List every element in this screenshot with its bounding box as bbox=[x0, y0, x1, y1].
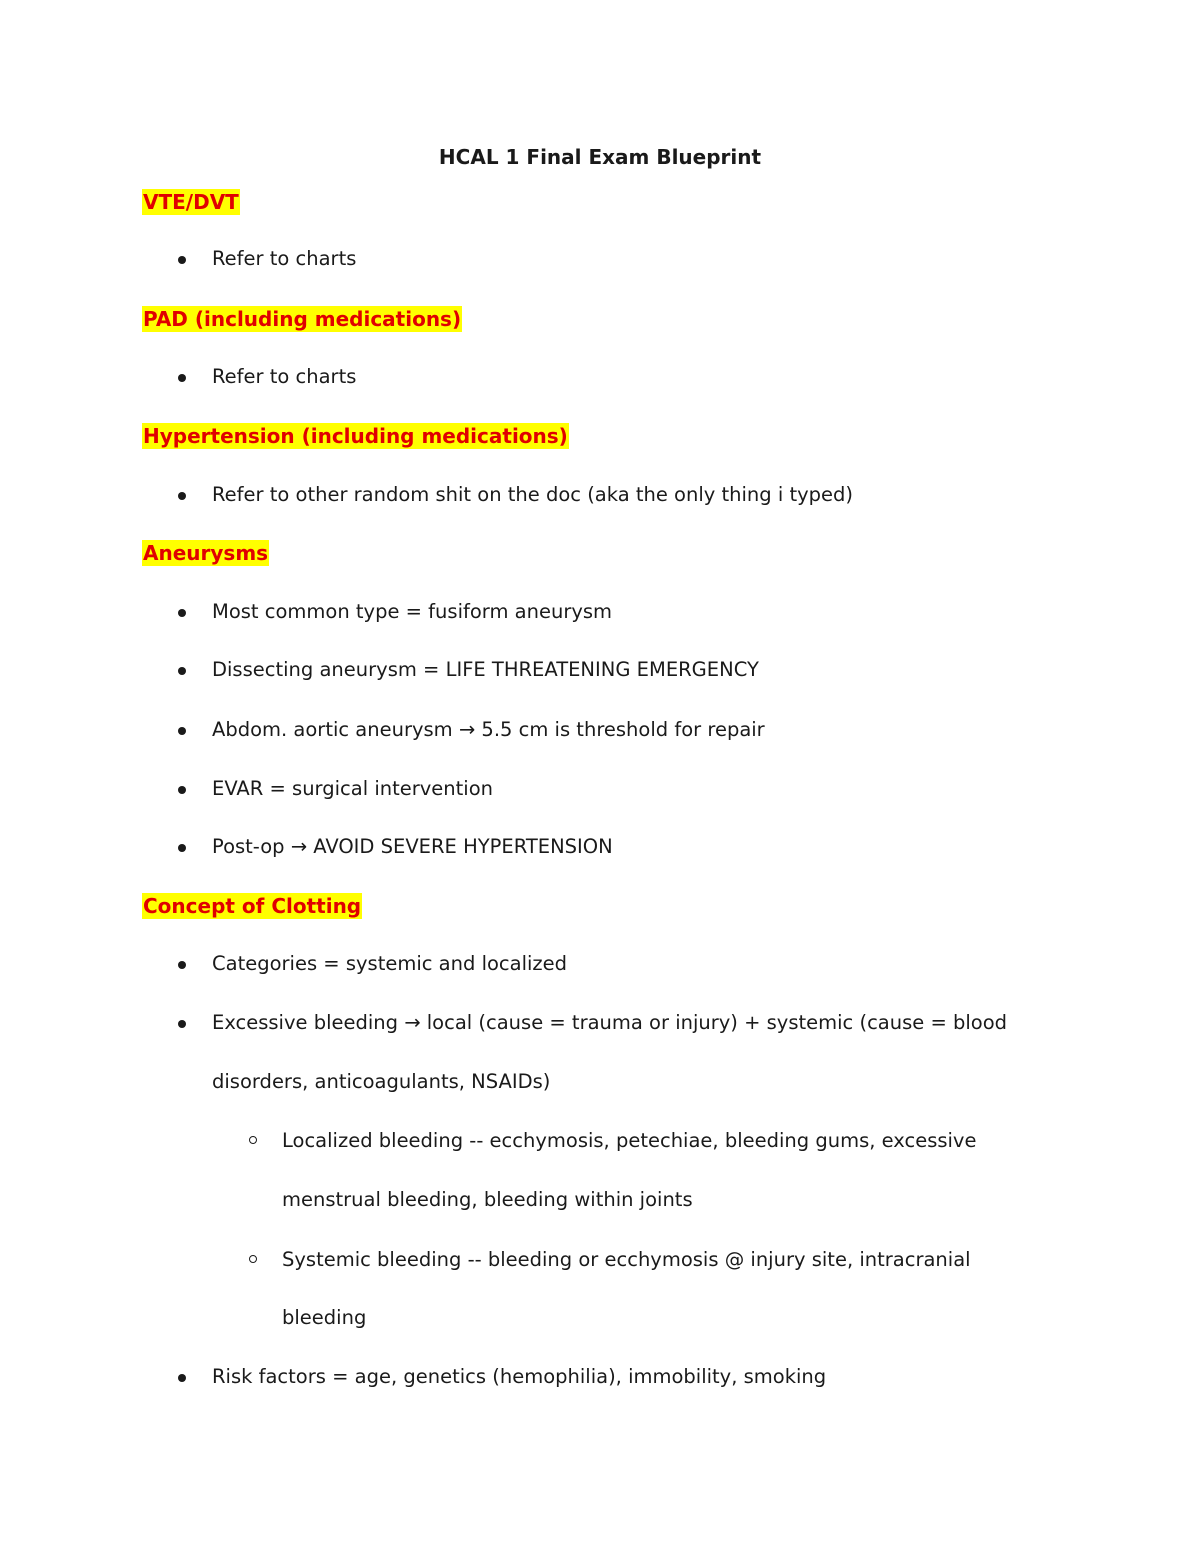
list-item: Post-op → AVOID SEVERE HYPERTENSION bbox=[212, 835, 613, 858]
document-title: HCAL 1 Final Exam Blueprint bbox=[438, 145, 762, 169]
section-heading-pad: PAD (including medications) bbox=[143, 307, 462, 331]
section-heading-hypertension: Hypertension (including medications) bbox=[143, 424, 568, 448]
list-item: Dissecting aneurysm = LIFE THREATENING EMERGENCY bbox=[212, 658, 759, 681]
section-heading-aneurysms: Aneurysms bbox=[143, 541, 269, 565]
bullet-icon bbox=[178, 609, 186, 617]
bullet-icon bbox=[178, 256, 186, 264]
list-item: Excessive bleeding → local (cause = trauma or injury) + systemic (cause = blood bbox=[212, 1011, 1008, 1034]
list-item: Risk factors = age, genetics (hemophilia), immobility, smoking bbox=[212, 1365, 827, 1388]
bullet-icon bbox=[178, 727, 186, 735]
list-item: Refer to charts bbox=[212, 365, 357, 388]
bullet-icon bbox=[178, 374, 186, 382]
sub-list-item-continuation: menstrual bleeding, bleeding within joints bbox=[282, 1188, 693, 1211]
sub-bullet-icon bbox=[249, 1136, 257, 1144]
bullet-icon bbox=[178, 961, 186, 969]
sub-list-item: Localized bleeding -- ecchymosis, petechiae, bleeding gums, excessive bbox=[282, 1129, 977, 1152]
list-item: Refer to charts bbox=[212, 247, 357, 270]
bullet-icon bbox=[178, 786, 186, 794]
bullet-icon bbox=[178, 492, 186, 500]
section-heading-vte-dvt: VTE/DVT bbox=[143, 190, 239, 214]
list-item-continuation: disorders, anticoagulants, NSAIDs) bbox=[212, 1070, 551, 1093]
bullet-icon bbox=[178, 1374, 186, 1382]
bullet-icon bbox=[178, 1020, 186, 1028]
list-item: Categories = systemic and localized bbox=[212, 952, 568, 975]
bullet-icon bbox=[178, 667, 186, 675]
list-item: EVAR = surgical intervention bbox=[212, 777, 493, 800]
section-heading-concept-of-clotting: Concept of Clotting bbox=[143, 894, 362, 918]
bullet-icon bbox=[178, 844, 186, 852]
sub-bullet-icon bbox=[249, 1255, 257, 1263]
list-item: Refer to other random shit on the doc (aka the only thing i typed) bbox=[212, 483, 854, 506]
sub-list-item-continuation: bleeding bbox=[282, 1306, 367, 1329]
list-item: Abdom. aortic aneurysm → 5.5 cm is threshold for repair bbox=[212, 718, 765, 741]
list-item: Most common type = fusiform aneurysm bbox=[212, 600, 613, 623]
sub-list-item: Systemic bleeding -- bleeding or ecchymosis @ injury site, intracranial bbox=[282, 1248, 971, 1271]
